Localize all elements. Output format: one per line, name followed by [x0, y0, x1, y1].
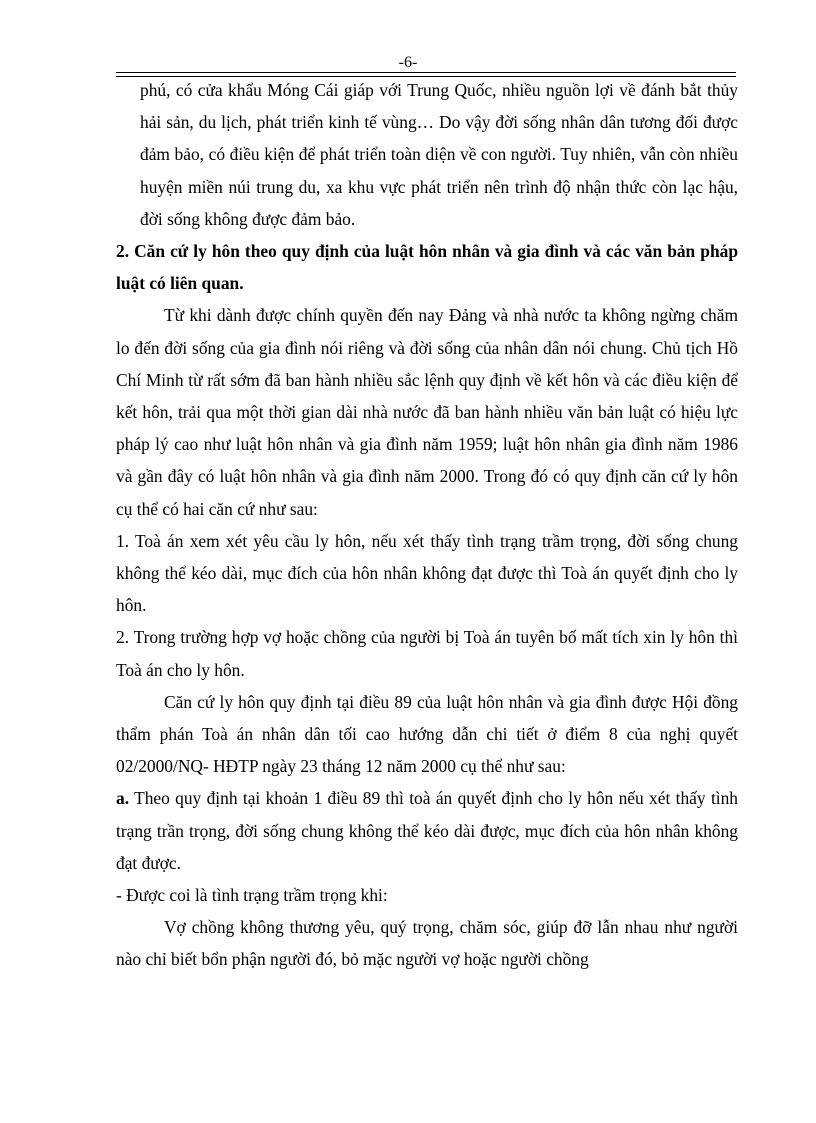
list-item-a	[116, 782, 738, 879]
list-item-label: a.	[116, 788, 130, 809]
document-body	[116, 74, 738, 976]
page-number: -6-	[398, 54, 418, 71]
paragraph: Từ khi dành được chính quyền đến nay Đảng và nhà nước ta không ngừng chăm lo đến đời sống của gia đình nói riêng và đời sống của nhân dân nói chung. Chủ tịch Hồ Chí Minh từ rất sớm đã ban hành nhiều sắc lệnh quy định về kết hôn và các điều kiện để kết hôn, trải qua một thời gian dài nhà nước đã ban hành nhiều văn bản luật có hiệu lực pháp lý cao như luật hôn nhân và gia đình năm 1959; luật hôn nhân gia đình năm 1986 và gần đây có luật hôn nhân và gia đình năm 2000. Trong đó có quy định căn cứ ly hôn cụ thể có hai căn cứ như sau:	[116, 305, 738, 519]
dash-item: - Được coi là tình trạng trầm trọng khi:	[116, 885, 388, 906]
list-item-text: Theo quy định tại khoản 1 điều 89 thì toà án quyết định cho ly hôn nếu xét thấy tình trạng trần trọng, đời sống chung không thể kéo dài được, mục đích của hôn nhân không đạt được.	[116, 788, 738, 873]
paragraph: Căn cứ ly hôn quy định tại điều 89 của luật hôn nhân và gia đình được Hội đồng thẩm phán Toà án nhân dân tối cao hướng dẫn chi tiết ở điểm 8 của nghị quyết 02/2000/NQ- HĐTP ngày 23 tháng 12 năm 2000 cụ thể như sau:	[116, 691, 738, 777]
paragraph-continued: phú, có cửa khẩu Móng Cái giáp với Trung Quốc, nhiều nguồn lợi về đánh bắt thủy hải sản, du lịch, phát triển kinh tế vùng… Do vậy đời sống nhân dân tương đối được đảm bảo, có điều kiện để phát triển toàn diện về con người. Tuy nhiên, vẫn còn nhiều huyện miền núi trung du, xa khu vực phát triển nên trình độ nhận thức còn lạc hậu, đời sống không được đảm bảo.	[140, 80, 738, 229]
header-rule-top	[116, 72, 736, 73]
paragraph: Vợ chồng không thương yêu, quý trọng, chăm sóc, giúp đỡ lẫn nhau như người nào chỉ biết bổn phận người đó, bỏ mặc người vợ hoặc người chồng	[116, 917, 738, 970]
list-item: 1. Toà án xem xét yêu cầu ly hôn, nếu xét thấy tình trạng trầm trọng, đời sống chung không thể kéo dài, mục đích của hôn nhân không đạt được thì Toà án quyết định cho ly hôn.	[116, 530, 738, 616]
list-item: 2. Trong trường hợp vợ hoặc chồng của người bị Toà án tuyên bố mất tích xin ly hôn thì Toà án cho ly hôn.	[116, 627, 738, 680]
section-heading: 2. Căn cứ ly hôn theo quy định của luật hôn nhân và gia đình và các văn bản pháp luật có liên quan.	[116, 241, 738, 294]
